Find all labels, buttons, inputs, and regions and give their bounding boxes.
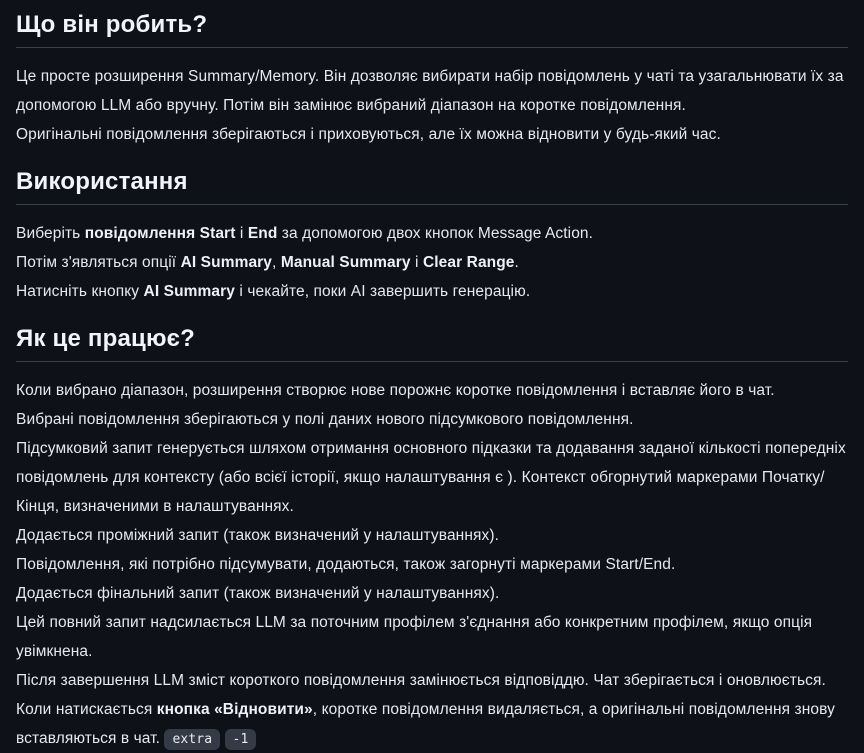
bold-text: кнопка «Відновити» — [156, 701, 313, 718]
text-run: Повідомлення, які потрібно підсумувати, додаються, також загорнуті маркерами Start/End. — [16, 556, 676, 573]
section-heading: Що він робить? — [16, 10, 848, 48]
text-run: , — [272, 254, 281, 271]
text-run: Після завершення LLM зміст короткого повідомлення замінюється відповіддю. Чат зберігається і оновлюється. — [16, 672, 826, 689]
text-run: Додається проміжний запит (також визначений у налаштуваннях). — [16, 527, 499, 544]
text-run: за допомогою двох кнопок Message Action. — [277, 225, 594, 242]
text-run: Виберіть — [16, 225, 85, 242]
text-run: Цей повний запит надсилається LLM за поточним профілем з'єднання або конкретним профілем, якщо опція увімкнена. — [16, 614, 813, 660]
text-run: Коли натискається — [16, 701, 157, 718]
section-paragraph — [16, 62, 848, 149]
section-paragraph — [16, 219, 848, 306]
section-heading: Використання — [16, 167, 848, 205]
text-run: Коли вибрано діапазон, розширення створює нове порожнє коротке повідомлення і вставляє його в чат. — [16, 382, 775, 399]
text-run: Підсумковий запит генерується шляхом отримання основного підказки та додавання заданої кількості попередніх повідомлень для контексту (або всієї історії, якщо налаштування є ). Контекст обгорнутий маркерами Початку/Кінця, визначеними в налаштуваннях. — [16, 440, 846, 515]
text-run: . — [514, 254, 519, 271]
text-run: , коротке повідомлення видаляється, а оригінальні повідомлення знову вставляються в чат. — [16, 701, 835, 747]
text-run: Потім з'являться опції — [16, 254, 181, 271]
section-paragraph — [16, 376, 848, 753]
bold-text: Manual Summary — [280, 254, 411, 271]
text-run: Оригінальні повідомлення зберігаються і приховуються, але їх можна відновити у будь-який час. — [16, 126, 721, 143]
text-run: Це просте розширення Summary/Memory. Він дозволяє вибирати набір повідомлень у чаті та узагальнювати їх за допомогою LLM або вручну. Потім він замінює вибраний діапазон на коротке повідомлення. — [16, 68, 844, 114]
text-run: і — [235, 225, 248, 242]
inline-code: extra — [164, 729, 220, 750]
bold-text: повідомлення Start — [84, 225, 236, 242]
text-run: Додається фінальний запит (також визначений у налаштуваннях). — [16, 585, 500, 602]
text-run: і — [410, 254, 423, 271]
text-run: і чекайте, поки AI завершить генерацію. — [235, 283, 531, 300]
text-run: Вибрані повідомлення зберігаються у полі даних нового підсумкового повідомлення. — [16, 411, 634, 428]
bold-text: End — [247, 225, 278, 242]
section-how-it-works — [16, 324, 848, 753]
section-heading: Як це працює? — [16, 324, 848, 362]
bold-text: AI Summary — [180, 254, 273, 271]
document-body — [16, 10, 848, 753]
text-run: Натисніть кнопку — [16, 283, 144, 300]
bold-text: Clear Range — [422, 254, 515, 271]
section-usage — [16, 167, 848, 306]
text-run — [220, 730, 224, 747]
section-what-it-does — [16, 10, 848, 149]
bold-text: AI Summary — [143, 283, 235, 300]
inline-code: -1 — [225, 729, 257, 750]
